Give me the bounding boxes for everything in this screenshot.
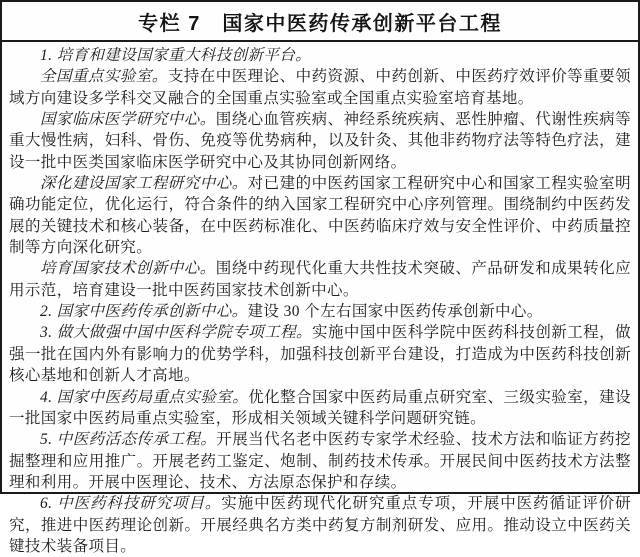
paragraph-lead: 6. 中医药科技研究项目。 — [40, 495, 222, 513]
paragraph — [9, 493, 631, 557]
paragraph-text: 对已建的中医药国家工程研究中心和国家工程实验室明确功能定位，优化运行，符合条件的纳入国家工程研究中心序列管理。围绕制约中医药发展的关键技术和核心装备，在中医药标准化、中医药临床疗效与安全性评价、中药质量控制等方向深化研究。 — [9, 175, 631, 257]
paragraph — [9, 45, 631, 66]
paragraph — [9, 301, 631, 322]
paragraph-text: 实施中国中医科学院中医药科技创新工程，做强一批在国内外有影响力的优势学科，加强科技创新平台建设，打造成为中医药科技创新核心基地和创新人才高地。 — [9, 324, 631, 385]
panel-body — [2, 42, 638, 557]
paragraph-text: 实施中医药现代化研究重点专项，开展中医药循证评价研究，推进中医药理论创新。开展经典名方类中药复方制剂研发、应用。推动设立中医药关键技术装备项目。 — [9, 495, 631, 555]
paragraph — [9, 173, 631, 258]
paragraph-lead: 国家临床医学研究中心。 — [40, 111, 216, 129]
paragraph — [9, 429, 631, 493]
paragraph-lead: 全国重点实验室。 — [40, 68, 168, 86]
paragraph — [9, 387, 631, 430]
paragraph-text: 建设 30 个左右国家中医药传承创新中心。 — [247, 303, 543, 321]
paragraph-text: 开展当代名老中医药专家学术经验、技术方法和临证方药挖掘整理和应用推广。开展老药工鉴定、炮制、制药技术传承。开展民间中医药技术方法整理和利用。开展中医理论、技术、方法原态保护和存续。 — [9, 431, 631, 491]
paragraph-text: 优化整合国家中医药局重点研究室、三级实验室，建设一批国家中医药局重点实验室，形成相关领域关键科学问题研究链。 — [9, 388, 631, 427]
paragraph-lead: 3. 做大做强中国中医科学院专项工程。 — [40, 324, 312, 342]
paragraph-lead: 1. 培育和建设国家重大科技创新平台。 — [40, 47, 312, 64]
paragraph-lead: 4. 国家中医药局重点实验室。 — [40, 388, 249, 406]
paragraph-lead: 培育国家技术创新中心。 — [40, 260, 216, 278]
paragraph-text: 围绕中药现代化重大共性技术突破、产品研发和成果转化应用示范，培育建设一批中医药国家技术创新中心。 — [9, 260, 632, 299]
paragraph — [9, 109, 631, 173]
paragraph — [9, 66, 631, 109]
paragraph-text: 围绕心血管疾病、神经系统疾病、恶性肿瘤、代谢性疾病等重大慢性病，妇科、骨伤、免疫等优势病种，以及针灸、其他非药物疗法等特色疗法，建设一批中医类国家临床医学研究中心及其协同创新网络。 — [9, 111, 632, 171]
paragraph-text: 支持在中医理论、中药资源、中药创新、中医药疗效评价等重要领域方向建设多学科交叉融合的全国重点实验室或全国重点实验室培育基地。 — [9, 68, 632, 107]
paragraph-lead: 深化建设国家工程研究中心。 — [40, 175, 248, 193]
panel-title: 专栏 7 国家中医药传承创新平台工程 — [2, 2, 638, 42]
paragraph-lead: 2. 国家中医药传承创新中心。 — [40, 303, 248, 321]
paragraph-lead: 5. 中医药活态传承工程。 — [40, 431, 217, 449]
paragraph — [9, 322, 631, 386]
paragraph — [9, 258, 631, 301]
